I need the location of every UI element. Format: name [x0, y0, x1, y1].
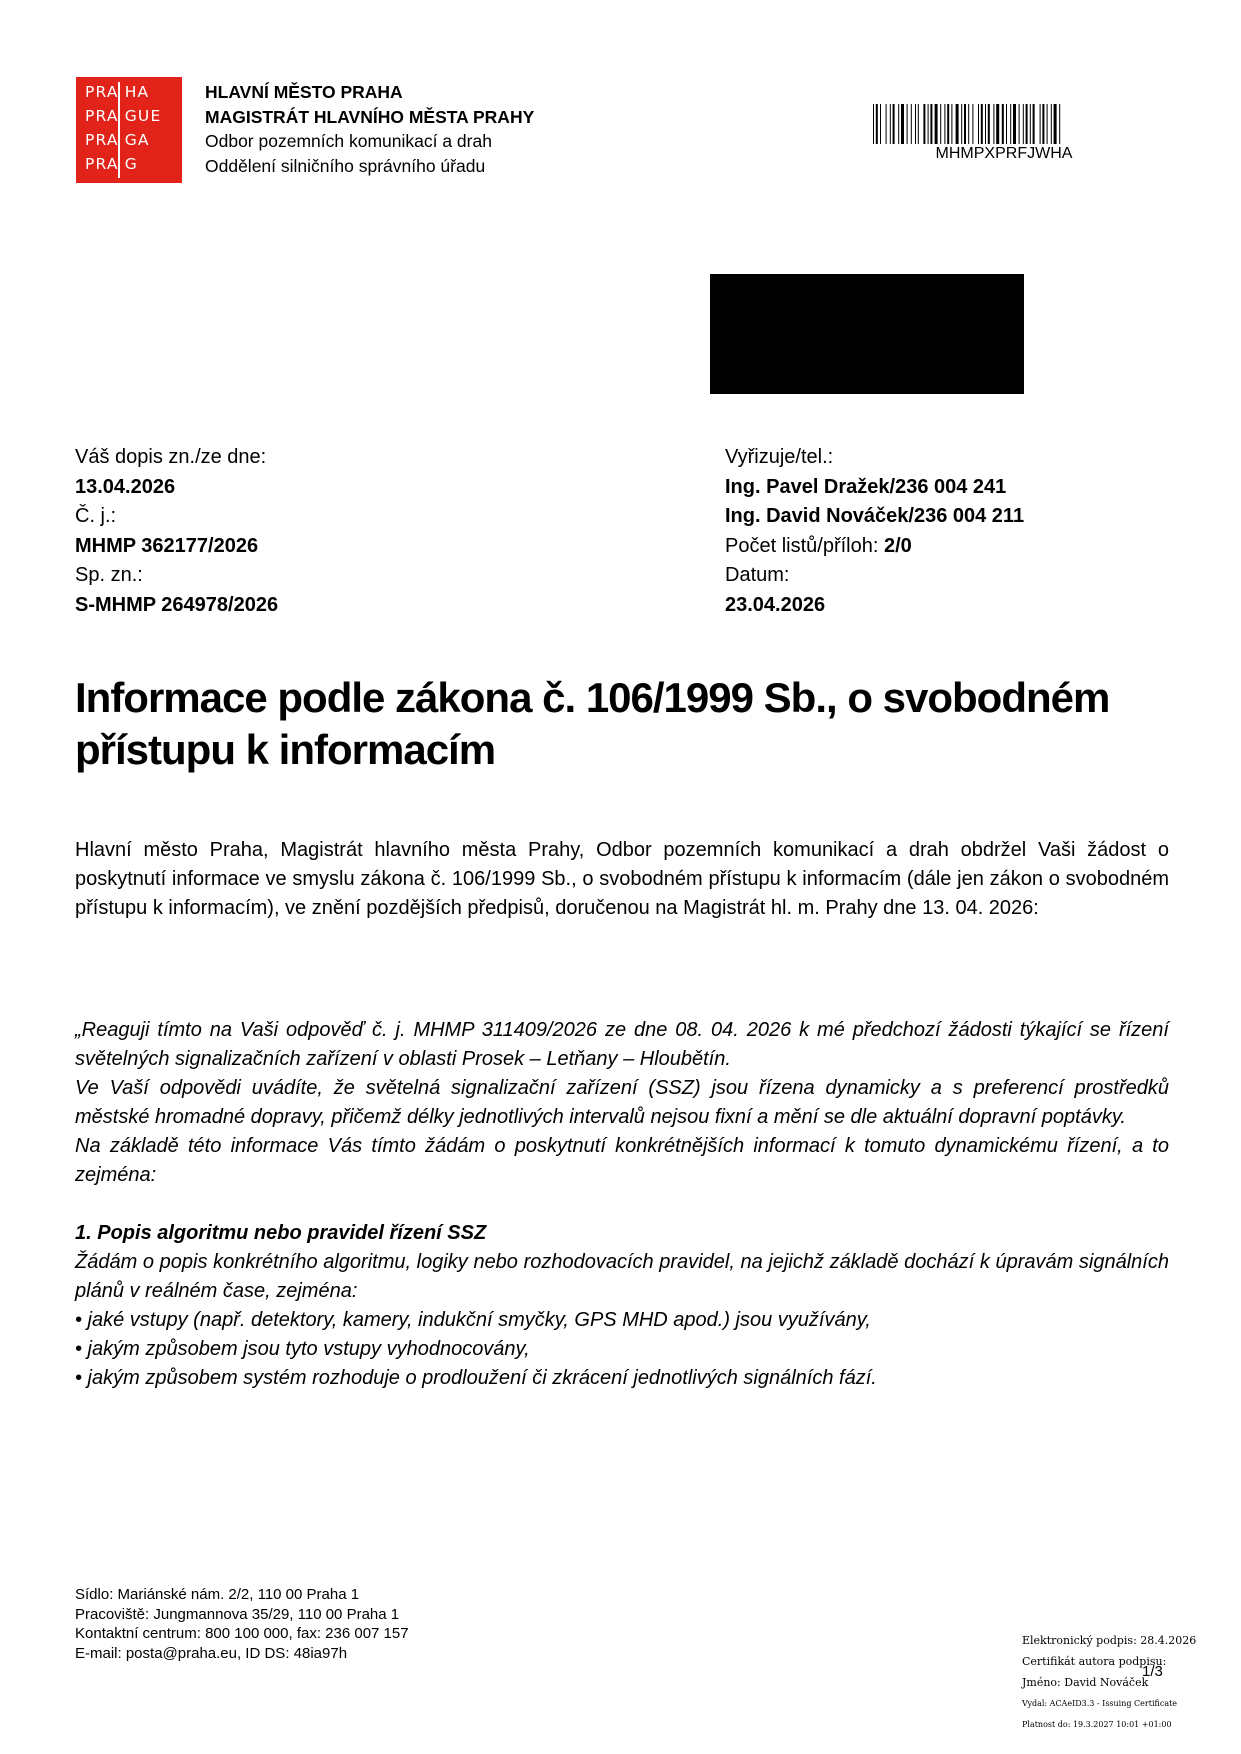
barcode-bar: [1026, 104, 1028, 144]
logo-row: [85, 82, 149, 102]
handler-1: Ing. Pavel Dražek/236 004 241: [725, 475, 1007, 498]
barcode-bar: [988, 104, 990, 144]
barcode-bar: [893, 104, 895, 144]
barcode-bar: [1047, 104, 1048, 144]
barcode-bar: [956, 104, 959, 144]
logo-text: GUE: [124, 107, 162, 125]
org-section: Oddělení silničního správního úřadu: [205, 155, 486, 176]
barcode-bar: [930, 104, 932, 144]
handled-by-label: Vyřizuje/tel.:: [725, 446, 834, 468]
ref-number: MHMP 362177/2026: [75, 534, 259, 557]
barcode-bar: [1013, 104, 1016, 144]
prague-logo: [76, 77, 182, 183]
barcode-bar: [1033, 104, 1035, 144]
your-letter-date: 13.04.2026: [75, 475, 176, 498]
document-title: Informace podle zákona č. 106/1999 Sb., o svobodném přístupu k informacím: [75, 674, 1110, 773]
barcode-bar: [1059, 104, 1060, 144]
barcode-bar: [1002, 104, 1004, 144]
barcode-bar: [1010, 104, 1011, 144]
barcode-bar: [968, 104, 969, 144]
ref-number-label: Č. j.:: [75, 505, 117, 527]
redacted-address: [710, 274, 1024, 394]
file-number-label: Sp. zn.:: [75, 564, 143, 586]
barcode-bar: [993, 104, 994, 144]
your-letter-label: Váš dopis zn./ze dne:: [75, 446, 267, 468]
barcode-bar: [886, 104, 887, 144]
barcode-bar: [944, 104, 945, 144]
footer-line: Sídlo: Mariánské nám. 2/2, 110 00 Praha 1: [75, 1586, 360, 1603]
file-number: S-MHMP 264978/2026: [75, 593, 279, 616]
signature-line: Elektronický podpis: 28.4.2026: [1022, 1634, 1197, 1647]
footer-line: Pracoviště: Jungmannova 35/29, 110 00 Praha 1: [75, 1605, 400, 1623]
logo-row: [85, 106, 161, 126]
quote-paragraph: „Reaguji tímto na Vaši odpověď č. j. MHMP 311409/2026 ze dne 08. 04. 2026 k mé předchozí žádosti týkající se řízení světelných signalizačních zařízení v oblasti Prosek – Letňany – Hloubětín.: [75, 1019, 1169, 1070]
logo-text: GA: [124, 131, 150, 149]
barcode-bar: [935, 104, 938, 144]
footer-contacts: [75, 1585, 409, 1663]
barcode-bar: [1030, 104, 1031, 144]
barcode-bar: [1054, 104, 1057, 144]
logo-text: PRA: [85, 155, 119, 173]
quote-heading: 1. Popis algoritmu nebo pravidel řízení SSZ: [75, 1222, 487, 1244]
quote-paragraph: Žádám o popis konkrétního algoritmu, logiky nebo rozhodovacích pravidel, na jejichž základě dochází k úpravám signálních plánů v reálném čase, zejména:: [75, 1251, 1169, 1302]
logo-text: PRA: [85, 83, 119, 101]
barcode-bar: [1019, 104, 1020, 144]
signature-line: Jméno: David Nováček: [1022, 1676, 1149, 1689]
barcode-bar: [907, 104, 908, 144]
barcode-bar: [901, 104, 904, 144]
bullet-item: • jakým způsobem jsou tyto vstupy vyhodnocovány,: [75, 1338, 530, 1360]
barcode-bar: [981, 104, 983, 144]
barcode-bar: [918, 104, 919, 144]
letterhead: [205, 80, 534, 178]
barcode-bar: [961, 104, 962, 144]
signature-line: Certifikát autora podpisu:: [1022, 1655, 1167, 1668]
logo-text: HA: [124, 83, 150, 101]
quote-paragraph: Na základě této informace Vás tímto žádám o poskytnutí konkrétnějších informací k tomuto dynamickému řízení, a to zejména:: [75, 1135, 1169, 1186]
logo-text: G: [124, 155, 138, 173]
footer-line: Kontaktní centrum: 800 100 000, fax: 236 007 157: [75, 1625, 409, 1642]
logo-row: [85, 130, 150, 150]
barcode-code: MHMPXPRFJWHA: [935, 145, 1073, 162]
date-label: Datum:: [725, 564, 790, 586]
barcode: [873, 104, 1135, 144]
sheet-count-value: 2/0: [883, 534, 912, 557]
signature-line: Vydal: ACAeID3.3 - Issuing Certificate: [1022, 1699, 1178, 1708]
barcode-bar: [911, 104, 912, 144]
barcode-bar: [1023, 104, 1024, 144]
signature-line: Platnost do: 19.3.2027 10:01 +01:00: [1022, 1720, 1172, 1729]
barcode-bar: [951, 104, 952, 144]
page-number: 1/3: [1142, 1663, 1163, 1680]
barcode-bar: [940, 104, 941, 144]
reference-block: [75, 443, 278, 620]
logo-text: PRA: [85, 131, 119, 149]
logo-text: PRA: [85, 107, 119, 125]
barcode-bar: [890, 104, 891, 144]
barcode-bar: [880, 104, 881, 144]
barcode-bar: [978, 104, 979, 144]
bullet-item: • jaké vstupy (např. detektory, kamery, indukční smyčky, GPS MHD apod.) jsou využívány,: [75, 1309, 871, 1331]
org-authority: MAGISTRÁT HLAVNÍHO MĚSTA PRAHY: [205, 106, 535, 127]
handler-2: Ing. David Nováček/236 004 211: [725, 505, 1025, 527]
barcode-bar: [947, 104, 949, 144]
barcode-bar: [915, 104, 916, 144]
barcode-bar: [964, 104, 966, 144]
barcode-bar: [1006, 104, 1007, 144]
barcode-bar: [923, 104, 925, 144]
barcode-bar: [972, 104, 973, 144]
intro-paragraph: Hlavní město Praha, Magistrát hlavního města Prahy, Odbor pozemních komunikací a drah obdržel Vaši žádost o poskytnutí informace ve smyslu zákona č. 106/1999 Sb., o svobodném přístupu k informacím (dále jen zákon o svobodném přístupu k informacím), ve znění pozdějších předpisů, doručenou na Magistrát hl. m. Prahy dne 13. 04. 2026:: [75, 839, 1169, 919]
bullet-item: • jakým způsobem systém rozhoduje o prodloužení či zkrácení jednotlivých signálních fází.: [75, 1367, 877, 1389]
barcode-bar: [985, 104, 986, 144]
org-name: HLAVNÍ MĚSTO PRAHA: [205, 82, 403, 102]
barcode-bar: [1042, 104, 1044, 144]
barcode-bar: [1051, 104, 1052, 144]
quote-paragraph: Ve Vaší odpovědi uvádíte, že světelná signalizační zařízení (SSZ) jsou řízena dynamicky a s preferencí prostředků městské hromadné dopravy, přičemž délky jednotlivých intervalů nejsou fixní a mění se dle aktuální dopravní poptávky.: [75, 1077, 1169, 1128]
sheet-count: [725, 532, 1024, 562]
electronic-signature: [1022, 1630, 1196, 1735]
org-department: Odbor pozemních komunikací a drah: [205, 131, 492, 151]
barcode-bar: [873, 104, 874, 144]
letter-date: 23.04.2026: [725, 593, 826, 616]
sheet-count-label: Počet listů/příloh:: [725, 534, 884, 557]
logo-row: [85, 154, 138, 174]
footer-line: E-mail: posta@praha.eu, ID DS: 48ia97h: [75, 1644, 348, 1662]
barcode-bar: [876, 104, 878, 144]
contact-block: [725, 443, 1024, 620]
barcode-bar: [996, 104, 999, 144]
barcode-bar: [898, 104, 899, 144]
barcode-bar: [928, 104, 929, 144]
quoted-request: [75, 1016, 1169, 1393]
barcode-bar: [1040, 104, 1041, 144]
